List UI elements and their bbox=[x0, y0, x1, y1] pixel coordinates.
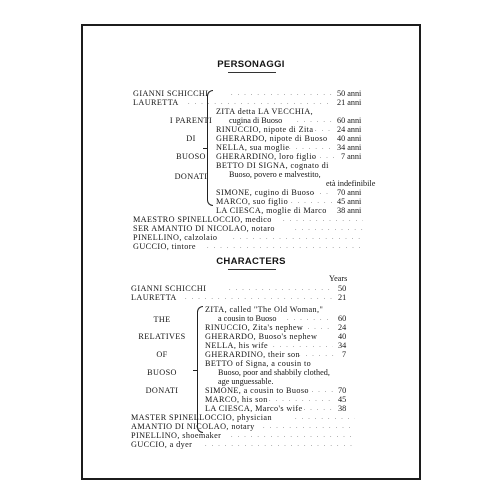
group-label-line: DONATI bbox=[174, 172, 208, 181]
dot-leader bbox=[231, 91, 333, 97]
cast-age: 7 anni bbox=[341, 152, 362, 161]
dot-leader bbox=[273, 343, 333, 349]
cast-age: 24 bbox=[338, 323, 347, 332]
cast-name: GUCCIO, tintore bbox=[133, 242, 196, 251]
years-label: Years bbox=[329, 274, 348, 283]
group-label-line: I PARENTI bbox=[169, 116, 213, 125]
dot-leader bbox=[289, 145, 333, 151]
dot-leader bbox=[313, 190, 333, 196]
dot-leader bbox=[233, 235, 363, 241]
cast-age: 21 anni bbox=[337, 98, 362, 107]
cast-name: MARCO, suo figlio bbox=[216, 197, 289, 206]
cast-age: 60 bbox=[338, 314, 347, 323]
cast-name: GHERARDO, Buoso's nephew bbox=[205, 332, 318, 341]
cast-description: Buoso, povero e malvestito, bbox=[229, 170, 321, 179]
dot-leader bbox=[283, 217, 363, 223]
cast-age: 24 anni bbox=[337, 125, 362, 134]
cast-name: SIMONE, cugino di Buoso bbox=[216, 188, 315, 197]
book-page bbox=[81, 24, 421, 480]
cast-name: LAURETTA bbox=[133, 98, 179, 107]
dot-leader bbox=[269, 397, 333, 403]
characters-heading: CHARACTERS bbox=[216, 256, 286, 267]
cast-age: 7 bbox=[342, 350, 347, 359]
cast-name: MARCO, his son bbox=[205, 395, 268, 404]
cast-name: AMANTIO DI NICOLAO, notary bbox=[131, 422, 255, 431]
cast-name: NELLA, his wife bbox=[205, 341, 269, 350]
cast-age: 50 bbox=[338, 284, 347, 293]
dot-leader bbox=[297, 406, 333, 412]
cast-description: a cousin to Buoso bbox=[218, 314, 277, 323]
cast-age: 70 bbox=[338, 386, 347, 395]
group-label-line: DONATI bbox=[145, 386, 179, 395]
cast-name: BETTO DI SIGNA, cognato di bbox=[216, 161, 329, 170]
dot-leader bbox=[205, 442, 355, 448]
personaggi-heading: PERSONAGGI bbox=[217, 59, 285, 70]
cast-age: 34 bbox=[338, 341, 347, 350]
cast-name: PINELLINO, calzolaio bbox=[133, 233, 218, 242]
cast-name: RINUCCIO, nipote di Zita bbox=[216, 125, 314, 134]
cast-description: age unguessable. bbox=[218, 377, 274, 386]
dot-leader bbox=[295, 226, 363, 232]
cast-age: 21 bbox=[338, 293, 347, 302]
cast-age: 38 anni bbox=[337, 206, 362, 215]
cast-name: SER AMANTIO DI NICOLAO, notaro bbox=[133, 224, 275, 233]
cast-name: GUCCIO, a dyer bbox=[131, 440, 193, 449]
cast-age: 45 bbox=[338, 395, 347, 404]
dot-leader bbox=[313, 154, 339, 160]
dot-leader bbox=[231, 433, 355, 439]
cast-age: 70 anni bbox=[337, 188, 362, 197]
cast-name: MASTER SPINELLOCCIO, physician bbox=[131, 413, 272, 422]
cast-name: GHERARDINO, their son bbox=[205, 350, 301, 359]
cast-name: GIANNI SCHICCHI bbox=[131, 284, 207, 293]
cast-name: LAURETTA bbox=[131, 293, 177, 302]
cast-age: 50 anni bbox=[337, 89, 362, 98]
cast-age: 60 anni bbox=[337, 116, 362, 125]
cast-name: LA CIESCA, Marco's wife bbox=[205, 404, 303, 413]
cast-name: GHERARDO, nipote di Buoso bbox=[216, 134, 328, 143]
cast-age: 38 bbox=[338, 404, 347, 413]
dot-leader bbox=[299, 352, 339, 358]
cast-age: 45 anni bbox=[337, 197, 362, 206]
cast-age: 40 anni bbox=[337, 134, 362, 143]
heading-rule bbox=[228, 72, 276, 73]
group-brace bbox=[207, 90, 213, 206]
cast-age: età indefinibile bbox=[326, 179, 376, 188]
group-label-line: RELATIVES bbox=[138, 332, 186, 341]
cast-name: ZITA, called "The Old Woman," bbox=[205, 305, 324, 314]
dot-leader bbox=[229, 286, 333, 292]
cast-description: Buoso, poor and shabbily clothed, bbox=[218, 368, 330, 377]
cast-name: SIMONE, a cousin to Buoso bbox=[205, 386, 309, 395]
dot-leader bbox=[305, 388, 333, 394]
dot-leader bbox=[295, 415, 355, 421]
cast-name: GIANNI SCHICCHI bbox=[133, 89, 209, 98]
cast-name: MAESTRO SPINELLOCCIO, medico bbox=[133, 215, 272, 224]
cast-name: RINUCCIO, Zita's nephew bbox=[205, 323, 304, 332]
group-label-line: DI bbox=[186, 134, 196, 143]
dot-leader bbox=[207, 244, 363, 250]
dot-leader bbox=[297, 118, 333, 124]
cast-name: LA CIESCA, moglie di Marco bbox=[216, 206, 327, 215]
cast-description: cugina di Buoso bbox=[229, 116, 283, 125]
dot-leader bbox=[301, 325, 333, 331]
dot-leader bbox=[185, 295, 333, 301]
cast-name: GHERARDINO, loro figlio bbox=[216, 152, 317, 161]
dot-leader bbox=[263, 424, 355, 430]
dot-leader bbox=[291, 199, 333, 205]
cast-name: BETTO of Signa, a cousin to bbox=[205, 359, 312, 368]
group-label-line: THE bbox=[153, 315, 171, 324]
cast-age: 40 bbox=[338, 332, 347, 341]
group-label-line: BUOSO bbox=[147, 368, 177, 377]
cast-name: NELLA, sua moglie bbox=[216, 143, 290, 152]
dot-leader bbox=[315, 127, 333, 133]
group-label-line: BUOSO bbox=[176, 152, 206, 161]
dot-leader bbox=[287, 316, 333, 322]
cast-name: ZITA detta LA VECCHIA, bbox=[216, 107, 314, 116]
cast-age: 34 anni bbox=[337, 143, 362, 152]
group-label-line: OF bbox=[156, 350, 168, 359]
heading-rule bbox=[228, 269, 276, 270]
cast-name: PINELLINO, shoemaker bbox=[131, 431, 222, 440]
